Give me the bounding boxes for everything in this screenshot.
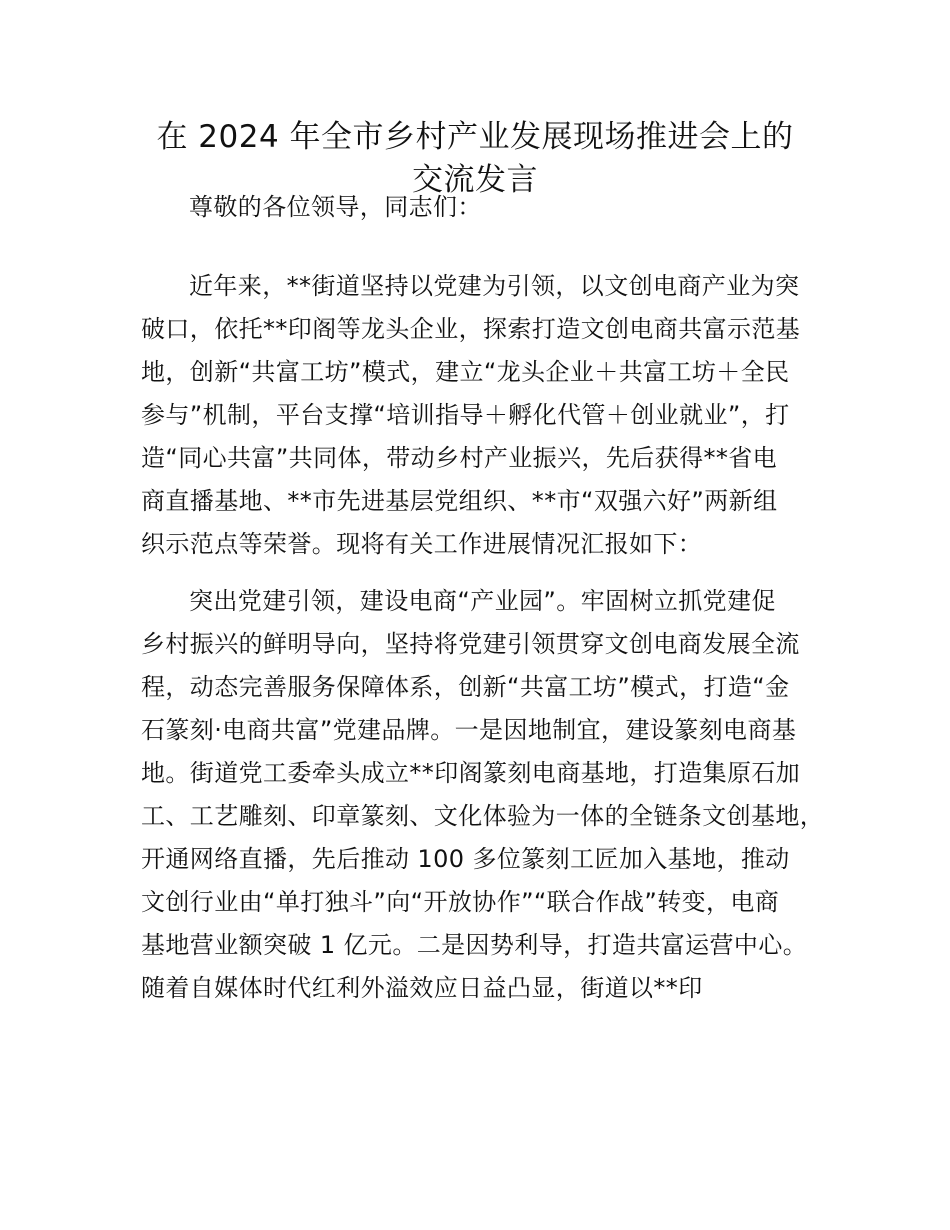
paragraph-1-line: 破口，依托**印阁等龙头企业，探索打造文创电商共富示范基 (141, 315, 801, 343)
paragraph-2-line: 随着自媒体时代红利外溢效应日益凸显，街道以**印 (141, 974, 703, 1002)
paragraph-2-line: 开通网络直播，先后推动 100 多位篆刻工匠加入基地，推动 (141, 845, 790, 873)
paragraph-2-line: 文创行业由“单打独斗”向“开放协作”“联合作战”转变，电商 (141, 888, 780, 916)
paragraph-1-line: 造“同心共富”共同体，带动乡村产业振兴，先后获得**省电 (141, 444, 778, 472)
document-title-line-1: 在 2024 年全市乡村产业发展现场推进会上的 (156, 119, 794, 155)
paragraph-2-line: 程，动态完善服务保障体系，创新“共富工坊”模式，打造“金 (141, 673, 790, 701)
paragraph-2-line: 地。街道党工委牵头成立**印阁篆刻电商基地，打造集原石加 (141, 759, 801, 787)
paragraph-2-line: 乡村振兴的鲜明导向，坚持将党建引领贯穿文创电商发展全流 (141, 630, 800, 658)
paragraph-2-line: 工、工艺雕刻、印章篆刻、文化体验为一体的全链条文创基地， (141, 802, 825, 830)
paragraph-1-line: 参与”机制，平台支撑“培训指导＋孵化代管＋创业就业”，打 (141, 401, 790, 429)
paragraph-1-line: 织示范点等荣誉。现将有关工作进展情况汇报如下： (141, 530, 703, 558)
paragraph-1-line: 地，创新“共富工坊”模式，建立“龙头企业＋共富工坊＋全民 (141, 358, 790, 386)
paragraph-2-line: 突出党建引领，建设电商“产业园”。牢固树立抓党建促 (189, 587, 776, 615)
paragraph-1-line: 近年来，**街道坚持以党建为引领，以文创电商产业为突 (189, 272, 800, 300)
paragraph-1-line: 商直播基地、**市先进基层党组织、**市“双强六好”两新组 (141, 487, 778, 515)
salutation: 尊敬的各位领导，同志们： (189, 193, 482, 221)
paragraph-2-line: 基地营业额突破 1 亿元。二是因势利导，打造共富运营中心。 (141, 931, 808, 959)
paragraph-2-line: 石篆刻·电商共富”党建品牌。一是因地制宜，建设篆刻电商基 (141, 716, 797, 744)
document-title-line-2: 交流发言 (412, 162, 538, 198)
